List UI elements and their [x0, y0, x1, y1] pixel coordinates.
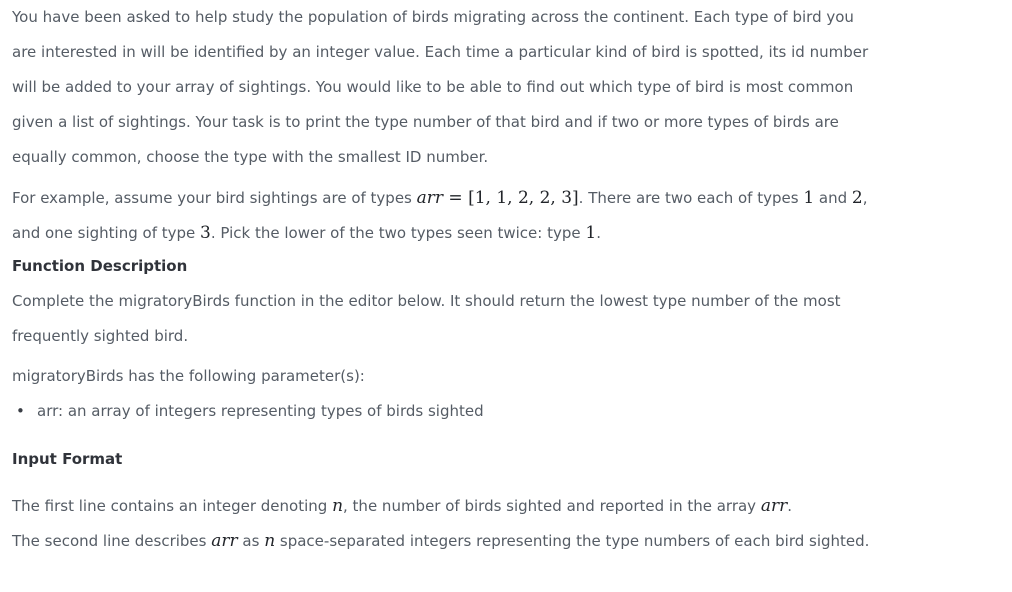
intro-paragraph: [12, 0, 1002, 175]
math-equals: =: [443, 188, 469, 208]
params-list: [12, 394, 1002, 429]
example-text: and: [814, 189, 852, 207]
example-text: . Pick the lower of the two types seen twice: type: [210, 224, 586, 242]
param-item-arr: [12, 394, 1002, 429]
input-text: .: [787, 497, 792, 515]
math-arr-value: [1, 1, 2, 2, 3]: [468, 188, 579, 208]
math-n-variable: n: [332, 496, 344, 516]
math-type-one: 1: [803, 188, 815, 208]
input-format-line-2: [12, 524, 1002, 559]
example-text: and one sighting of type: [12, 224, 201, 242]
example-text: . There are two each of types: [578, 189, 804, 207]
example-line-1: [12, 181, 1002, 216]
params-intro: migratoryBirds has the following parameter(s):: [12, 367, 365, 385]
input-text: , the number of birds sighted and reported in the array: [343, 497, 761, 515]
input-text: The first line contains an integer denoting: [12, 497, 333, 515]
example-paragraph: [12, 181, 1002, 251]
input-text: space-separated integers representing the type numbers of each bird sighted.: [275, 532, 870, 550]
intro-line: will be added to your array of sightings. You would like to be able to find out which type of bird is most common: [12, 78, 854, 96]
intro-line: You have been asked to help study the population of birds migrating across the continent. Each type of bird you: [12, 8, 854, 26]
math-answer: 1: [585, 223, 597, 243]
function-description-heading: Function Description: [12, 257, 188, 275]
math-arr-variable: arr: [760, 496, 788, 516]
problem-statement: [12, 0, 1002, 559]
math-type-three: 3: [200, 223, 211, 243]
function-description-paragraph: [12, 284, 1002, 354]
intro-line: given a list of sightings. Your task is to print the type number of that bird and if two or more types of birds are: [12, 113, 839, 131]
function-description-line: frequently sighted bird.: [12, 327, 189, 345]
intro-line: are interested in will be identified by an integer value. Each time a particular kind of bird is spotted, its id number: [12, 43, 869, 61]
math-arr-variable: arr: [416, 188, 444, 208]
input-format-paragraph: [12, 489, 1002, 559]
example-text: .: [596, 224, 601, 242]
function-description-line: Complete the migratoryBirds function in the editor below. It should return the lowest type number of the most: [12, 292, 841, 310]
bullet-icon: •: [16, 402, 25, 420]
example-text: ,: [862, 189, 868, 207]
input-text: The second line describes: [12, 532, 212, 550]
math-n-variable: n: [264, 531, 276, 551]
param-text: arr: an array of integers representing types of birds sighted: [37, 402, 484, 420]
input-format-heading: Input Format: [12, 450, 123, 468]
input-text: as: [237, 532, 265, 550]
input-format-line-1: [12, 489, 1002, 524]
example-line-2: [12, 216, 1002, 251]
math-arr-variable: arr: [211, 531, 238, 551]
math-type-two: 2: [851, 188, 863, 208]
example-text: For example, assume your bird sightings are of types: [12, 189, 417, 207]
intro-line: equally common, choose the type with the smallest ID number.: [12, 148, 489, 166]
